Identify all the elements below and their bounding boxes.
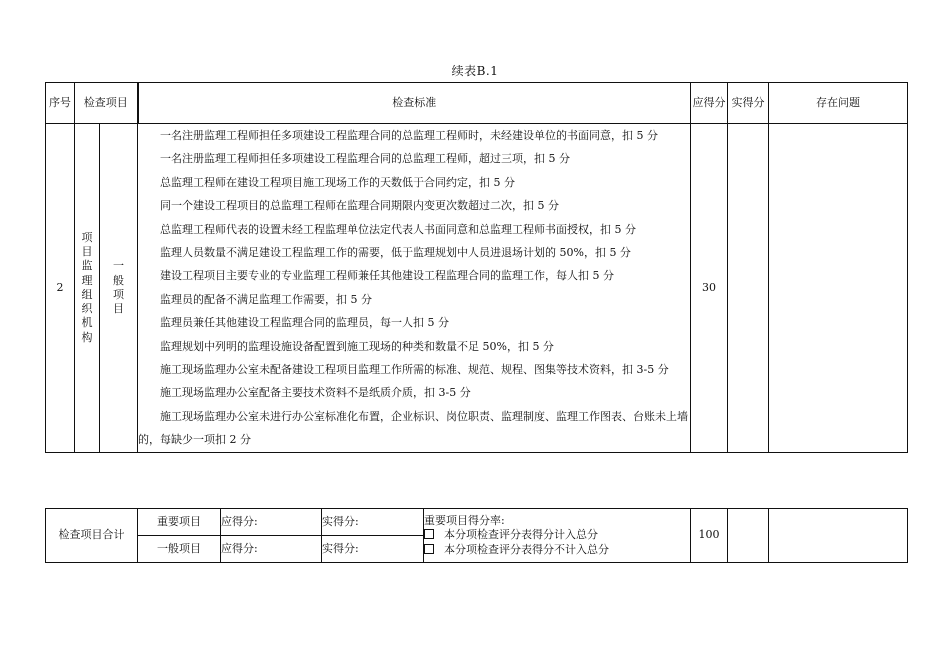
option-included-checkbox[interactable] (424, 529, 434, 539)
criteria-list (138, 124, 691, 453)
score-rate-cell (424, 509, 691, 563)
row-seq: 2 (46, 124, 75, 453)
criteria-item: 总监理工程师代表的设置未经工程监理单位法定代表人书面同意和总监理工程师书面授权，扣 5 分 (160, 222, 636, 236)
criteria-item: 监理员的配备不满足监理工作需要，扣 5 分 (160, 292, 372, 306)
criteria-item: 监理规划中列明的监理设施设备配置到施工现场的种类和数量不足 50%，扣 5 分 (160, 339, 554, 353)
row-problems[interactable] (769, 124, 908, 453)
criteria-item: 总监理工程师在建设工程项目施工现场工作的天数低于合同约定，扣 5 分 (160, 175, 515, 189)
table-caption: 续表B.1 (451, 64, 499, 78)
criteria-item: 一名注册监理工程师担任多项建设工程监理合同的总监理工程师，超过三项，扣 5 分 (160, 152, 570, 166)
summary-label: 检查项目合计 (46, 509, 138, 563)
total-problems[interactable] (769, 509, 908, 563)
important-actual-label: 实得分: (322, 509, 424, 536)
inspection-table (45, 82, 908, 453)
header-row (46, 83, 908, 124)
header-actual-score: 实得分 (728, 83, 769, 124)
criteria-item: 一名注册监理工程师担任多项建设工程监理合同的总监理工程师时，未经建设单位的书面同意，扣 5 分 (160, 129, 658, 142)
header-problems: 存在问题 (769, 83, 908, 124)
criteria-item: 监理人员数量不满足建设工程监理工作的需要，低于监理规划中人员进退场计划的 50%，扣 5 分 (160, 246, 631, 260)
important-due-label: 应得分: (221, 509, 322, 536)
header-seq: 序号 (46, 83, 75, 124)
important-label: 重要项目 (138, 509, 221, 536)
row-due-score: 30 (691, 124, 728, 453)
general-due-label: 应得分: (221, 536, 322, 563)
header-due-score: 应得分 (691, 83, 728, 124)
criteria-item: 建设工程项目主要专业的专业监理工程师兼任其他建设工程监理合同的监理工作，每人扣 5 分 (160, 269, 614, 283)
criteria-item: 施工现场监理办公室未进行办公室标准化布置，企业标识、岗位职责、监理制度、监理工作图表、台账未上墙的，每缺少一项扣 2 分 (138, 409, 688, 447)
table-row (46, 124, 908, 453)
option-excluded-label: 本分项检查评分表得分不计入总分 (444, 542, 609, 556)
criteria-item: 同一个建设工程项目的总监理工程师在监理合同期限内变更次数超过二次，扣 5 分 (160, 199, 559, 213)
summary-table (45, 508, 908, 563)
summary-row-important (46, 509, 908, 536)
header-standard: 检查标准 (138, 83, 691, 124)
score-rate-label: 重要项目得分率: (424, 514, 505, 528)
criteria-item: 施工现场监理办公室未配备建设工程项目监理工作所需的标准、规范、规程、图集等技术资料，扣 3-5 分 (160, 363, 669, 377)
criteria-item: 施工现场监理办公室配备主要技术资料不是纸质介质，扣 3-5 分 (160, 386, 471, 400)
row-category: 一 般 项 目 (100, 124, 138, 453)
total-actual-score[interactable] (728, 509, 769, 563)
general-label: 一般项目 (138, 536, 221, 563)
total-due-score: 100 (691, 509, 728, 563)
option-included-label: 本分项检查评分表得分计入总分 (444, 528, 598, 542)
row-actual-score[interactable] (728, 124, 769, 453)
header-item: 检查项目 (75, 83, 138, 124)
criteria-item: 监理员兼任其他建设工程监理合同的监理员，每一人扣 5 分 (160, 316, 449, 330)
general-actual-label: 实得分: (322, 536, 424, 563)
option-excluded-checkbox[interactable] (424, 544, 434, 554)
row-item-name: 项 目 监 理 组 织 机 构 (75, 124, 100, 453)
